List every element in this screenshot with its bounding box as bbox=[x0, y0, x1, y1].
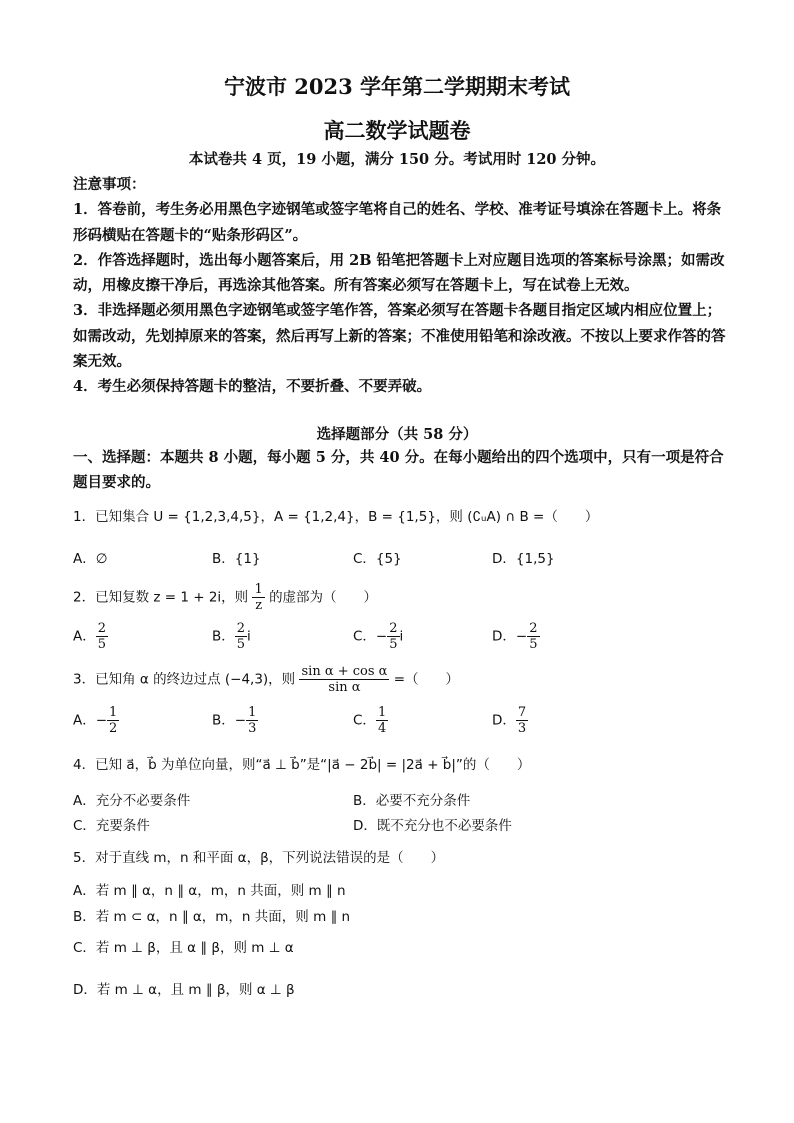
q3-a-fraction bbox=[107, 705, 119, 736]
q2-b-num: 2 bbox=[236, 621, 246, 636]
q3-a-label: A．− bbox=[73, 712, 108, 729]
q2-stem-post: 的虚部为（ ） bbox=[269, 589, 378, 606]
q3-c-label: C． bbox=[353, 712, 376, 729]
q2-option-b bbox=[212, 621, 251, 652]
q4-option-a: A．充分不必要条件 bbox=[73, 793, 191, 809]
note-item: 2．作答选择题时，选出每小题答案后，用 2B 铅笔把答题卡上对应题目选项的答案标号涂黑；如需改动，用橡皮擦干净后，再选涂其他答案。所有答案必须写在答题卡上，写在试卷上无效。 bbox=[73, 251, 725, 295]
q3-b-num: 1 bbox=[248, 705, 257, 720]
q3-fraction bbox=[299, 664, 389, 695]
q3-d-den: 3 bbox=[517, 721, 527, 736]
q1-option-c: C．{5} bbox=[353, 551, 402, 567]
q2-b-fraction bbox=[235, 621, 247, 652]
notes-block bbox=[73, 172, 728, 400]
q2-a-fraction bbox=[96, 621, 108, 652]
q2-stem-pre: 2．已知复数 z = 1 + 2i，则 bbox=[73, 589, 249, 606]
q2-c-num: 2 bbox=[389, 621, 398, 636]
question-5-stem: 5．对于直线 m，n 和平面 α，β，下列说法错误的是（ ） bbox=[73, 850, 445, 866]
section-description: 一、选择题：本题共 8 小题，每小题 5 分，共 40 分。在每小题给出的四个选项中，只有一项是符合题目要求的。 bbox=[73, 449, 724, 491]
q1-option-b: B．{1} bbox=[212, 551, 261, 567]
q3-option-c bbox=[353, 705, 388, 736]
q2-c-den: 5 bbox=[389, 637, 398, 652]
q3-stem-pre: 3．已知角 α 的终边过点 (−4,3)，则 bbox=[73, 671, 296, 688]
q2-option-c bbox=[353, 621, 403, 652]
q2-b-den: 5 bbox=[236, 637, 246, 652]
q3-stem-post: =（ ） bbox=[393, 671, 460, 688]
question-2-stem bbox=[73, 582, 377, 613]
q2-a-den: 5 bbox=[97, 637, 107, 652]
q1-option-d: D．{1,5} bbox=[492, 551, 555, 567]
exam-subject-title: 高二数学试题卷 bbox=[323, 118, 471, 143]
notes-heading: 注意事项： bbox=[73, 176, 146, 193]
q2-b-suffix: i bbox=[247, 628, 251, 645]
exam-info: 本试卷共 4 页，19 小题，满分 150 分。考试用时 120 分钟。 bbox=[188, 151, 606, 168]
q2-option-a bbox=[73, 621, 108, 652]
q2-c-fraction bbox=[387, 621, 399, 652]
q3-d-num: 7 bbox=[517, 705, 527, 720]
question-1-stem: 1．已知集合 U = {1,2,3,4,5}，A = {1,2,4}，B = {1,5}，则 (∁ᵤA) ∩ B =（ ） bbox=[73, 509, 599, 525]
q3-b-fraction bbox=[246, 705, 258, 736]
q3-c-fraction bbox=[376, 705, 388, 736]
note-item: 1．答卷前，考生务必用黑色字迹钢笔或签字笔将自己的姓名、学校、准考证号填涂在答题卡上。将条形码横贴在答题卡的“贴条形码区”。 bbox=[73, 201, 722, 244]
q4-option-c: C．充要条件 bbox=[73, 818, 150, 834]
note-item: 3．非选择题必须用黑色字迹钢笔或签字笔作答，答案必须写在答题卡各题目指定区域内相应位置上；如需改动，先划掉原来的答案，然后再写上新的答案；不准使用铅笔和涂改液。不按以上要求作答的答案无效。 bbox=[73, 302, 726, 371]
q4-option-d: D．既不充分也不必要条件 bbox=[353, 818, 512, 834]
q2-option-d bbox=[492, 621, 540, 652]
q3-d-fraction bbox=[516, 705, 528, 736]
q2-c-suffix: i bbox=[399, 628, 404, 645]
question-4-stem: 4．已知 a⃗，b⃗ 为单位向量，则“a⃗ ⊥ b⃗”是“|a⃗ − 2b⃗| = |2a⃗ + b⃗|”的（ ） bbox=[73, 757, 531, 773]
q5-option-c: C．若 m ⊥ β，且 α ∥ β，则 m ⊥ α bbox=[73, 940, 294, 956]
q3-option-d bbox=[492, 705, 528, 736]
q5-option-d: D．若 m ⊥ α，且 m ∥ β，则 α ⊥ β bbox=[73, 982, 295, 998]
q3-option-a bbox=[73, 705, 119, 736]
q3-b-den: 3 bbox=[248, 721, 257, 736]
q4-option-b: B．必要不充分条件 bbox=[353, 793, 471, 809]
section-heading: 选择题部分（共 58 分） bbox=[316, 426, 478, 443]
q2-b-label: B． bbox=[212, 628, 235, 645]
q3-a-num: 1 bbox=[109, 705, 118, 720]
q5-option-b: B．若 m ⊂ α，n ∥ α，m，n 共面，则 m ∥ n bbox=[73, 909, 351, 925]
q3-a-den: 2 bbox=[109, 721, 118, 736]
q2-frac-num: 1 bbox=[254, 582, 263, 597]
q3-b-label: B．− bbox=[212, 712, 247, 729]
question-3-stem bbox=[73, 664, 459, 695]
q2-d-den: 5 bbox=[529, 637, 538, 652]
q2-d-num: 2 bbox=[529, 621, 538, 636]
q3-d-label: D． bbox=[492, 712, 516, 729]
q2-d-fraction bbox=[527, 621, 539, 652]
q2-frac-den: z bbox=[255, 598, 263, 613]
q2-fraction bbox=[252, 582, 264, 613]
q2-a-label: A． bbox=[73, 628, 96, 645]
q1-option-a: A．∅ bbox=[73, 551, 108, 567]
exam-title: 宁波市 2023 学年第二学期期末考试 bbox=[223, 74, 571, 99]
q5-option-a: A．若 m ∥ α，n ∥ α，m，n 共面，则 m ∥ n bbox=[73, 883, 346, 899]
q3-c-den: 4 bbox=[377, 721, 387, 736]
q3-option-b bbox=[212, 705, 258, 736]
q2-d-label: D．− bbox=[492, 628, 528, 645]
q2-c-label: C．− bbox=[353, 628, 388, 645]
q3-c-num: 1 bbox=[377, 705, 387, 720]
note-item: 4．考生必须保持答题卡的整洁，不要折叠、不要弄破。 bbox=[73, 378, 432, 396]
q3-frac-num: sin α + cos α bbox=[301, 664, 388, 679]
q2-a-num: 2 bbox=[97, 621, 107, 636]
q3-frac-den: sin α bbox=[328, 680, 361, 695]
